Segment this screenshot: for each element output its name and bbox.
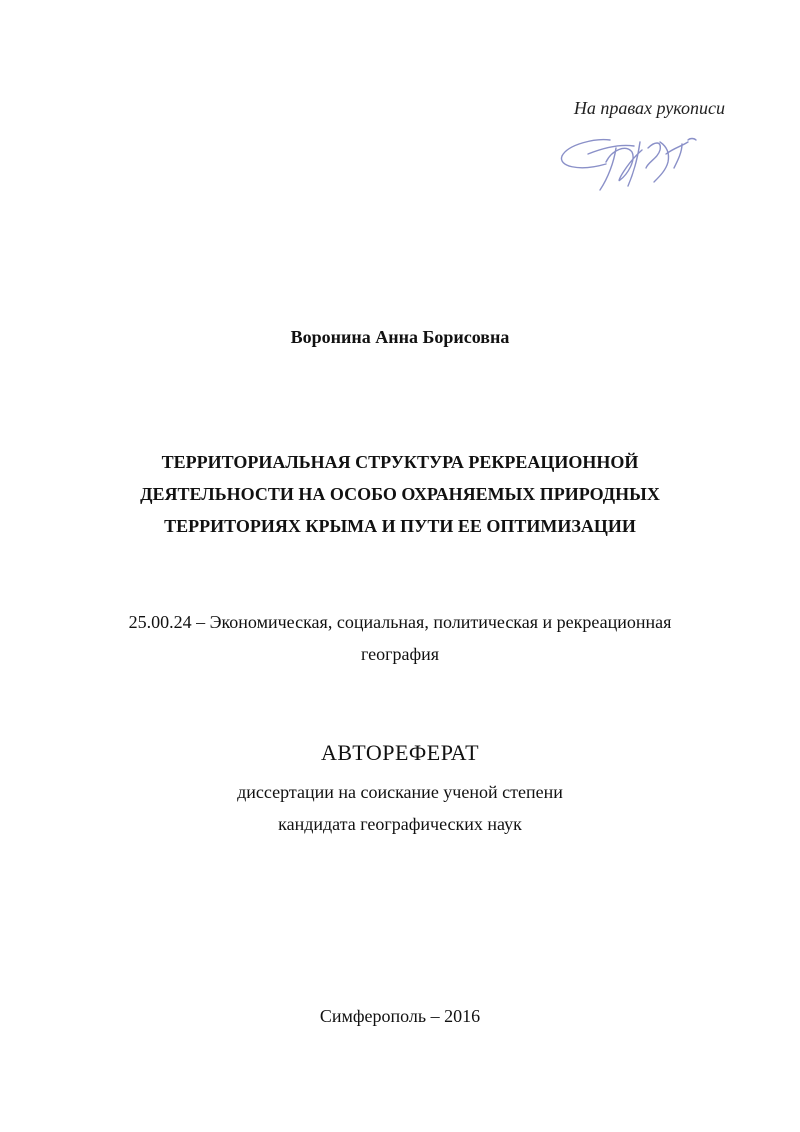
title-line: ДЕЯТЕЛЬНОСТИ НА ОСОБО ОХРАНЯЕМЫХ ПРИРОДНЫХ xyxy=(140,484,660,504)
manuscript-rights-note: На правах рукописи xyxy=(573,98,725,118)
document-type: АВТОРЕФЕРАТ xyxy=(320,740,480,765)
title-line: ТЕРРИТОРИАЛЬНАЯ СТРУКТУРА РЕКРЕАЦИОННОЙ xyxy=(161,452,639,472)
place-and-year: Симферополь – 2016 xyxy=(319,1006,481,1026)
degree-statement xyxy=(0,776,800,840)
degree-line: кандидата географических наук xyxy=(278,814,522,834)
handwritten-signature xyxy=(548,128,718,198)
dissertation-title xyxy=(80,446,720,542)
degree-line: диссертации на соискание ученой степени xyxy=(237,782,563,802)
specialty-line: география xyxy=(360,644,440,664)
specialty-line: 25.00.24 – Экономическая, социальная, политическая и рекреационная xyxy=(128,612,672,632)
specialty-code xyxy=(60,606,740,670)
title-line: ТЕРРИТОРИЯХ КРЫМА И ПУТИ ЕЕ ОПТИМИЗАЦИИ xyxy=(164,516,636,536)
author-name: Воронина Анна Борисовна xyxy=(290,327,510,347)
